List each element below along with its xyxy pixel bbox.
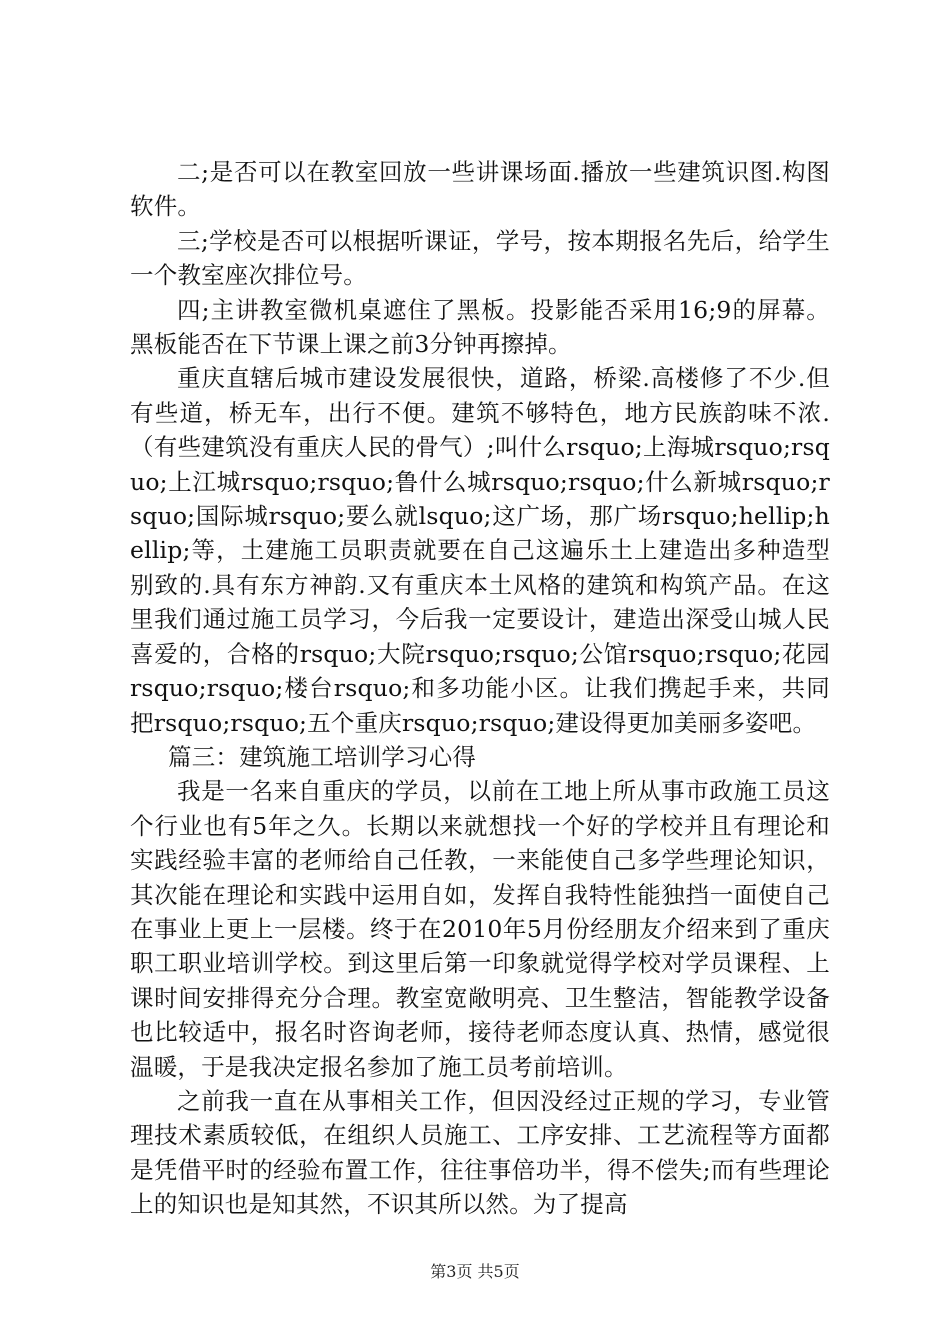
paragraph-4: 四;主讲教室微机桌遮住了黑板。投影能否采用16;9的屏幕。黑板能否在下节课上课之前3分钟再擦掉。 [130,295,830,359]
section-heading: 篇三：建筑施工培训学习心得 [168,742,477,771]
paragraph-intro: 我是一名来自重庆的学员，以前在工地上所从事市政施工员这个行业也有5年之久。长期以来就想找一个好的学校并且有理论和实践经验丰富的老师给自己任教，一来能使自己多学些理论知识，其次能在理论和实践中运用自如，发挥自我特性能独挡一面使自己在事业上更上一层楼。终于在2010年5月份经朋友介绍来到了重庆职工职业培训学校。到这里后第一印象就觉得学校对学员课程、上课时间安排得充分合理。教室宽敞明亮、卫生整洁，智能教学设备也比较适中，报名时咨询老师，接待老师态度认真、热情，感觉很温暖，于是我决定报名参加了施工员考前培训。 [130,777,830,1081]
document-body [130,155,830,1222]
page-footer: 第3页 共5页 [430,1262,520,1281]
paragraph-chongqing: 重庆直辖后城市建设发展很快，道路，桥梁.高楼修了不少.但有些道，桥无车，出行不便。建筑不够特色，地方民族韵味不浓.（有些建筑没有重庆人民的骨气）;叫什么rsquo;上海城rsquo;rsquo;上江城rsquo;rsquo;鲁什么城rsquo;rsquo;什么新城rsquo;rsquo;国际城rsquo;要么就lsquo;这广场，那广场rsquo;hellip;hellip;等，土建施工员职责就要在自己这遍乐土上建造出多种造型别致的.具有东方神韵.又有重庆本土风格的建筑和构筑产品。在这里我们通过施工员学习，今后我一定要设计，建造出深受山城人民喜爱的，合格的rsquo;大院rsquo;rsquo;公馆rsquo;rsquo;花园rsquo;rsquo;楼台rsquo;和多功能小区。让我们携起手来，共同把rsquo;rsquo;五个重庆rsquo;rsquo;建设得更加美丽多姿吧。 [130,364,830,737]
paragraph-before: 之前我一直在从事相关工作，但因没经过正规的学习，专业管理技术素质较低，在组织人员施工、工序安排、工艺流程等方面都是凭借平时的经验布置工作，往往事倍功半，得不偿失;而有些理论上的知识也是知其然，不识其所以然。为了提高 [130,1086,830,1219]
paragraph-2: 二;是否可以在教室回放一些讲课场面.播放一些建筑识图.构图软件。 [130,158,830,221]
paragraph-3: 三;学校是否可以根据听课证，学号，按本期报名先后，给学生一个教室座次排位号。 [130,226,830,290]
